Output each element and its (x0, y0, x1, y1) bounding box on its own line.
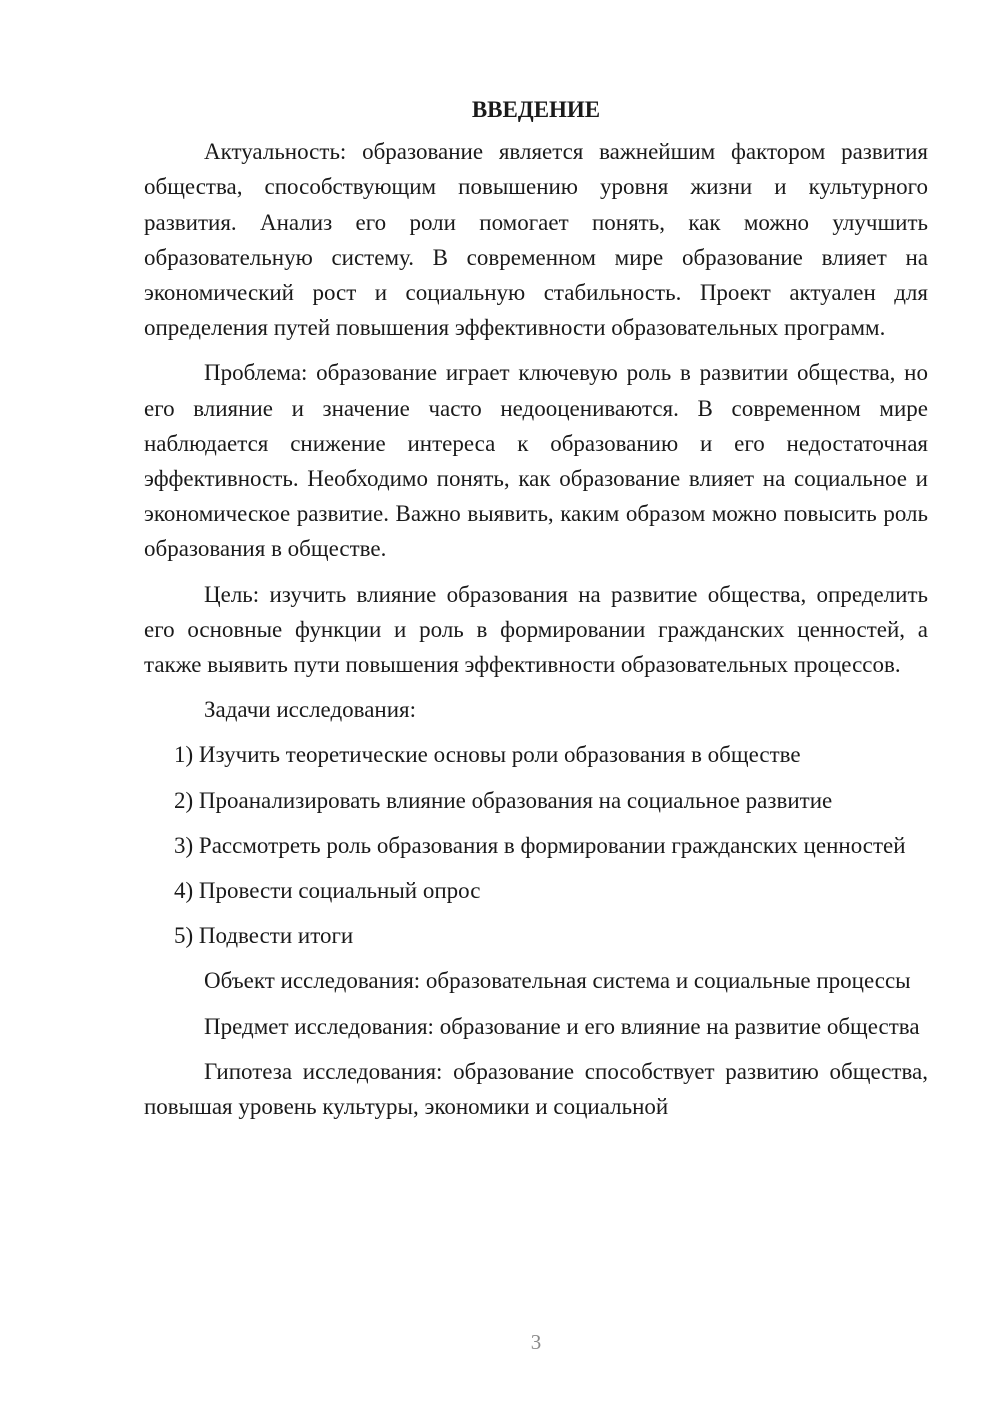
paragraph-relevance: Актуальность: образование является важнейшим фактором развития общества, способствующим повышению уровня жизни и культурного развития. Анализ его роли помогает понять, как можно улучшить образовательную систему. В современном мире образование влияет на экономический рост и социальную стабильность. Проект актуален для определения путей повышения эффективности образовательных программ. (144, 139, 928, 341)
section-heading: ВВЕДЕНИЕ (471, 97, 601, 122)
paragraph-object: Объект исследования: образовательная система и социальные процессы (204, 968, 911, 994)
task-item-1: 1) Изучить теоретические основы роли образования в обществе (174, 742, 801, 768)
task-item-5: 5) Подвести итоги (174, 923, 354, 949)
page-content (144, 92, 928, 1134)
task-item-3: 3) Рассмотреть роль образования в формировании гражданских ценностей (174, 832, 906, 858)
page-number: 3 (530, 1330, 542, 1354)
task-item-2: 2) Проанализировать влияние образования на социальное развитие (174, 787, 833, 813)
paragraph-tasks-heading: Задачи исследования: (204, 697, 417, 723)
paragraph-subject: Предмет исследования: образование и его влияние на развитие общества (204, 1013, 920, 1039)
paragraph-problem: Проблема: образование играет ключевую роль в развитии общества, но его влияние и значение часто недооцениваются. В современном мире наблюдается снижение интереса к образованию и его недостаточная эффективность. Необходимо понять, как образование влияет на социальное и экономическое развитие. Важно выявить, каким образом можно повысить роль образования в обществе. (144, 360, 928, 562)
paragraph-hypothesis: Гипотеза исследования: образование способствует развитию общества, повышая уровень культуры, экономики и социальной (144, 1058, 928, 1120)
paragraph-goal: Цель: изучить влияние образования на развитие общества, определить его основные функции и роль в формировании гражданских ценностей, а также выявить пути повышения эффективности образовательных процессов. (144, 581, 928, 678)
task-item-4: 4) Провести социальный опрос (174, 878, 481, 904)
